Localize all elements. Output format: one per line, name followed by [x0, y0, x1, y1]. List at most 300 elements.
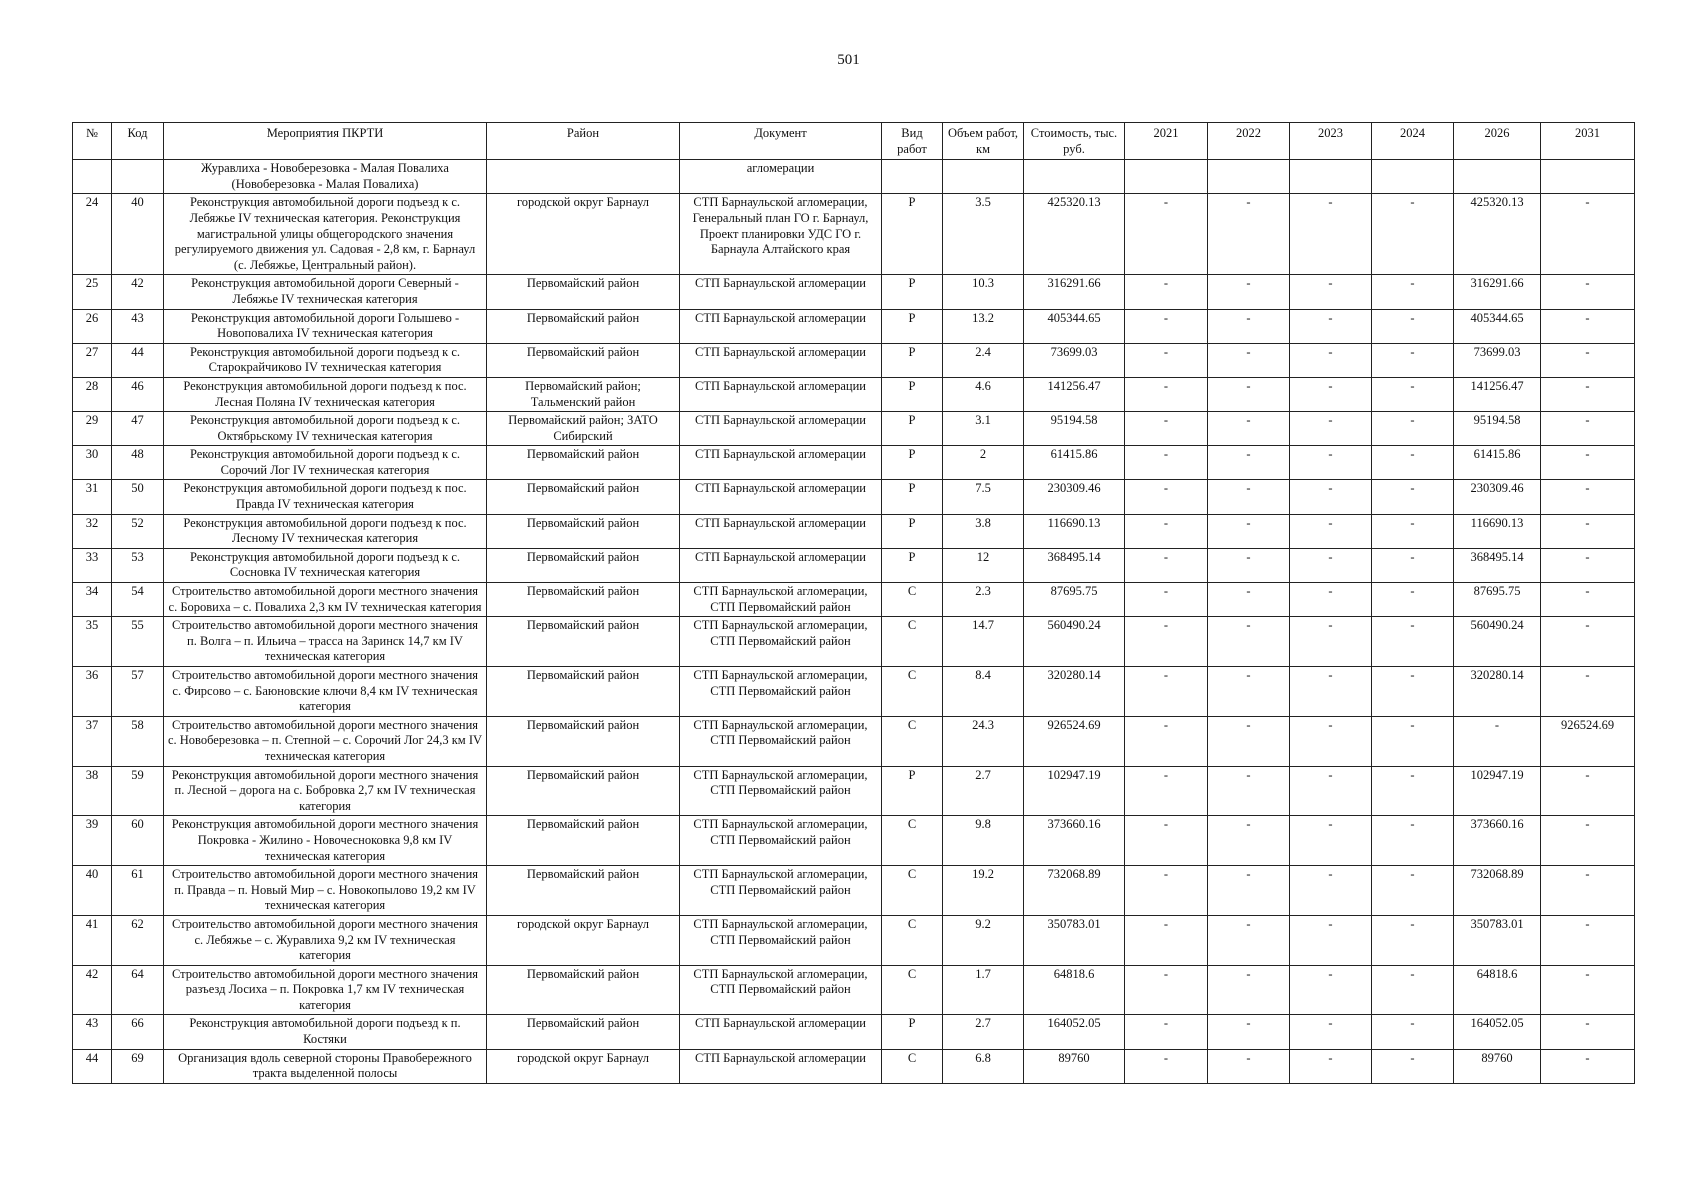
cell-year-2026: 373660.16: [1454, 816, 1541, 866]
cell-year-2021: -: [1125, 617, 1208, 667]
cell-district: городской округ Барнаул: [487, 194, 680, 275]
cell-year-2023: -: [1290, 583, 1372, 617]
cell-year-2031: -: [1541, 866, 1635, 916]
cell-number: 25: [73, 275, 112, 309]
cell-measures: Реконструкция автомобильной дороги подъезд к с. Лебяжье IV техническая категория. Реконструкция магистральной улицы общегородского значения регулируемого движения ул. Садовая - 2,8 км, г. Барнаул (с. Лебяжье, Центральный район).: [164, 194, 487, 275]
cell-number: 34: [73, 583, 112, 617]
cell-cost: [1024, 160, 1125, 194]
cell-year-2024: -: [1372, 343, 1454, 377]
cell-year-2026: 316291.66: [1454, 275, 1541, 309]
cell-number: 36: [73, 667, 112, 717]
cell-year-2023: -: [1290, 514, 1372, 548]
cell-cost: 732068.89: [1024, 866, 1125, 916]
cell-measures: Строительство автомобильной дороги местного значения разъезд Лосиха – п. Покровка 1,7 км IV техническая категория: [164, 965, 487, 1015]
cell-cost: 316291.66: [1024, 275, 1125, 309]
cell-year-2031: -: [1541, 446, 1635, 480]
cell-work-volume: 10.3: [943, 275, 1024, 309]
cell-year-2026: 87695.75: [1454, 583, 1541, 617]
cell-document: СТП Барнаульской агломерации, Генеральный план ГО г. Барнаул, Проект планировки УДС ГО г. Барнаула Алтайского края: [680, 194, 882, 275]
cell-document: СТП Барнаульской агломерации: [680, 412, 882, 446]
cell-year-2026: 560490.24: [1454, 617, 1541, 667]
cell-year-2031: -: [1541, 194, 1635, 275]
cell-code: 48: [112, 446, 164, 480]
cell-year-2031: -: [1541, 915, 1635, 965]
cell-cost: 73699.03: [1024, 343, 1125, 377]
cell-number: [73, 160, 112, 194]
cell-cost: 64818.6: [1024, 965, 1125, 1015]
cell-code: 66: [112, 1015, 164, 1049]
cell-work-type: С: [882, 716, 943, 766]
cell-work-volume: 19.2: [943, 866, 1024, 916]
cell-year-2031: -: [1541, 480, 1635, 514]
cell-work-volume: 14.7: [943, 617, 1024, 667]
cell-measures: Реконструкция автомобильной дороги Северный - Лебяжье IV техническая категория: [164, 275, 487, 309]
cell-year-2023: -: [1290, 412, 1372, 446]
cell-year-2021: -: [1125, 866, 1208, 916]
cell-cost: 350783.01: [1024, 915, 1125, 965]
cell-number: 39: [73, 816, 112, 866]
cell-year-2026: -: [1454, 716, 1541, 766]
cell-document: агломерации: [680, 160, 882, 194]
cell-cost: 102947.19: [1024, 766, 1125, 816]
cell-number: 29: [73, 412, 112, 446]
cell-year-2023: -: [1290, 446, 1372, 480]
cell-cost: 61415.86: [1024, 446, 1125, 480]
cell-year-2023: -: [1290, 1049, 1372, 1083]
table-row: [73, 766, 1635, 816]
cell-district: Первомайский район: [487, 667, 680, 717]
cell-year-2024: [1372, 160, 1454, 194]
cell-district: Первомайский район: [487, 343, 680, 377]
cell-year-2022: -: [1208, 915, 1290, 965]
cell-year-2021: -: [1125, 816, 1208, 866]
cell-year-2021: -: [1125, 1015, 1208, 1049]
header-cell-year-2023: 2023: [1290, 123, 1372, 160]
cell-year-2021: -: [1125, 412, 1208, 446]
cell-cost: 373660.16: [1024, 816, 1125, 866]
cell-district: Первомайский район: [487, 1015, 680, 1049]
cell-code: 46: [112, 377, 164, 411]
cell-year-2021: -: [1125, 309, 1208, 343]
cell-year-2022: -: [1208, 766, 1290, 816]
cell-code: 47: [112, 412, 164, 446]
cell-code: 44: [112, 343, 164, 377]
cell-document: СТП Барнаульской агломерации: [680, 275, 882, 309]
cell-year-2021: -: [1125, 1049, 1208, 1083]
header-cell-number: №: [73, 123, 112, 160]
cell-district: [487, 160, 680, 194]
cell-year-2022: -: [1208, 548, 1290, 582]
cell-year-2026: 116690.13: [1454, 514, 1541, 548]
cell-district: Первомайский район: [487, 480, 680, 514]
cell-year-2026: 425320.13: [1454, 194, 1541, 275]
table-row: [73, 667, 1635, 717]
table-row: [73, 816, 1635, 866]
cell-work-type: Р: [882, 309, 943, 343]
cell-year-2024: -: [1372, 194, 1454, 275]
cell-measures: Реконструкция автомобильной дороги Голышево - Новоповалиха IV техническая категория: [164, 309, 487, 343]
cell-year-2026: 230309.46: [1454, 480, 1541, 514]
cell-work-type: Р: [882, 194, 943, 275]
cell-code: 61: [112, 866, 164, 916]
cell-document: СТП Барнаульской агломерации: [680, 1049, 882, 1083]
cell-year-2022: -: [1208, 194, 1290, 275]
table-row: [73, 583, 1635, 617]
cell-year-2031: -: [1541, 514, 1635, 548]
cell-district: Первомайский район: [487, 866, 680, 916]
projects-table: [72, 122, 1635, 1084]
cell-year-2023: -: [1290, 915, 1372, 965]
cell-year-2021: -: [1125, 766, 1208, 816]
cell-number: 31: [73, 480, 112, 514]
cell-number: 30: [73, 446, 112, 480]
table-row: [73, 548, 1635, 582]
cell-cost: 230309.46: [1024, 480, 1125, 514]
cell-code: 53: [112, 548, 164, 582]
cell-district: Первомайский район; ЗАТО Сибирский: [487, 412, 680, 446]
table-row: [73, 866, 1635, 916]
cell-code: 43: [112, 309, 164, 343]
cell-work-type: Р: [882, 766, 943, 816]
cell-year-2031: -: [1541, 548, 1635, 582]
cell-work-volume: 13.2: [943, 309, 1024, 343]
cell-district: Первомайский район: [487, 275, 680, 309]
cell-measures: Реконструкция автомобильной дороги подъезд к с. Сосновка IV техническая категория: [164, 548, 487, 582]
header-cell-year-2031: 2031: [1541, 123, 1635, 160]
cell-document: СТП Барнаульской агломерации: [680, 514, 882, 548]
table-row: [73, 617, 1635, 667]
cell-measures: Реконструкция автомобильной дороги подъезд к пос. Лесному IV техническая категория: [164, 514, 487, 548]
cell-year-2031: -: [1541, 275, 1635, 309]
cell-year-2022: -: [1208, 816, 1290, 866]
cell-year-2022: -: [1208, 514, 1290, 548]
cell-year-2021: -: [1125, 514, 1208, 548]
cell-year-2024: -: [1372, 965, 1454, 1015]
cell-year-2026: 320280.14: [1454, 667, 1541, 717]
cell-district: Первомайский район: [487, 716, 680, 766]
table-row: [73, 965, 1635, 1015]
cell-year-2026: 89760: [1454, 1049, 1541, 1083]
cell-document: СТП Барнаульской агломерации: [680, 343, 882, 377]
cell-measures: Организация вдоль северной стороны Правобережного тракта выделенной полосы: [164, 1049, 487, 1083]
cell-year-2024: -: [1372, 514, 1454, 548]
cell-year-2023: [1290, 160, 1372, 194]
cell-year-2023: -: [1290, 377, 1372, 411]
cell-measures: Журавлиха - Новоберезовка - Малая Повалиха (Новоберезовка - Малая Повалиха): [164, 160, 487, 194]
cell-year-2023: -: [1290, 866, 1372, 916]
cell-number: 38: [73, 766, 112, 816]
table-row: [73, 275, 1635, 309]
cell-year-2022: -: [1208, 1049, 1290, 1083]
cell-year-2021: -: [1125, 548, 1208, 582]
cell-year-2022: -: [1208, 716, 1290, 766]
cell-year-2026: 141256.47: [1454, 377, 1541, 411]
cell-cost: 164052.05: [1024, 1015, 1125, 1049]
cell-year-2022: -: [1208, 446, 1290, 480]
cell-year-2022: -: [1208, 965, 1290, 1015]
table-row: [73, 412, 1635, 446]
cell-number: 42: [73, 965, 112, 1015]
cell-work-volume: 2.4: [943, 343, 1024, 377]
cell-document: СТП Барнаульской агломерации, СТП Первомайский район: [680, 583, 882, 617]
cell-year-2024: -: [1372, 716, 1454, 766]
cell-year-2022: -: [1208, 1015, 1290, 1049]
cell-work-volume: 2.7: [943, 1015, 1024, 1049]
cell-year-2022: -: [1208, 583, 1290, 617]
cell-number: 27: [73, 343, 112, 377]
header-cell-year-2021: 2021: [1125, 123, 1208, 160]
cell-year-2031: -: [1541, 309, 1635, 343]
cell-document: СТП Барнаульской агломерации: [680, 1015, 882, 1049]
cell-cost: 141256.47: [1024, 377, 1125, 411]
cell-year-2023: -: [1290, 965, 1372, 1015]
cell-year-2026: 73699.03: [1454, 343, 1541, 377]
cell-year-2026: 350783.01: [1454, 915, 1541, 965]
cell-year-2026: 405344.65: [1454, 309, 1541, 343]
table-row: [73, 716, 1635, 766]
cell-work-type: Р: [882, 1015, 943, 1049]
cell-number: 40: [73, 866, 112, 916]
cell-document: СТП Барнаульской агломерации, СТП Первомайский район: [680, 965, 882, 1015]
cell-year-2023: -: [1290, 617, 1372, 667]
cell-district: городской округ Барнаул: [487, 915, 680, 965]
cell-work-volume: 9.8: [943, 816, 1024, 866]
cell-work-type: Р: [882, 480, 943, 514]
cell-year-2024: -: [1372, 1049, 1454, 1083]
cell-work-volume: 2.3: [943, 583, 1024, 617]
cell-year-2022: -: [1208, 343, 1290, 377]
cell-code: 58: [112, 716, 164, 766]
cell-year-2023: -: [1290, 309, 1372, 343]
cell-work-volume: 8.4: [943, 667, 1024, 717]
cell-year-2031: -: [1541, 965, 1635, 1015]
cell-work-type: С: [882, 617, 943, 667]
cell-work-volume: 24.3: [943, 716, 1024, 766]
cell-cost: 425320.13: [1024, 194, 1125, 275]
header-cell-document: Документ: [680, 123, 882, 160]
cell-work-volume: 1.7: [943, 965, 1024, 1015]
cell-year-2023: -: [1290, 275, 1372, 309]
cell-year-2026: 732068.89: [1454, 866, 1541, 916]
cell-cost: 405344.65: [1024, 309, 1125, 343]
table-row: [73, 377, 1635, 411]
header-cell-district: Район: [487, 123, 680, 160]
cell-year-2031: -: [1541, 816, 1635, 866]
cell-cost: 89760: [1024, 1049, 1125, 1083]
header-cell-code: Код: [112, 123, 164, 160]
cell-year-2021: -: [1125, 716, 1208, 766]
cell-year-2022: -: [1208, 866, 1290, 916]
header-cell-cost: Стоимость, тыс. руб.: [1024, 123, 1125, 160]
cell-work-type: С: [882, 816, 943, 866]
cell-year-2022: -: [1208, 377, 1290, 411]
cell-code: 64: [112, 965, 164, 1015]
cell-cost: 95194.58: [1024, 412, 1125, 446]
cell-number: 41: [73, 915, 112, 965]
cell-number: 44: [73, 1049, 112, 1083]
header-cell-work-type: Вид работ: [882, 123, 943, 160]
header-cell-year-2024: 2024: [1372, 123, 1454, 160]
cell-year-2024: -: [1372, 377, 1454, 411]
cell-year-2031: 926524.69: [1541, 716, 1635, 766]
cell-measures: Строительство автомобильной дороги местного значения с. Боровиха – с. Повалиха 2,3 км IV техническая категория: [164, 583, 487, 617]
cell-measures: Строительство автомобильной дороги местного значения п. Правда – п. Новый Мир – с. Новокопылово 19,2 км IV техническая категория: [164, 866, 487, 916]
cell-document: СТП Барнаульской агломерации: [680, 446, 882, 480]
header-cell-work-volume: Объем работ, км: [943, 123, 1024, 160]
table-row: [73, 446, 1635, 480]
cell-work-type: С: [882, 583, 943, 617]
cell-work-volume: 9.2: [943, 915, 1024, 965]
cell-year-2021: [1125, 160, 1208, 194]
cell-work-type: С: [882, 1049, 943, 1083]
cell-year-2024: -: [1372, 275, 1454, 309]
table-row: [73, 1049, 1635, 1083]
cell-cost: 116690.13: [1024, 514, 1125, 548]
cell-district: Первомайский район: [487, 965, 680, 1015]
cell-district: Первомайский район: [487, 309, 680, 343]
cell-cost: 87695.75: [1024, 583, 1125, 617]
table-header-row: [73, 123, 1635, 160]
cell-year-2024: -: [1372, 915, 1454, 965]
cell-code: [112, 160, 164, 194]
cell-district: Первомайский район; Тальменский район: [487, 377, 680, 411]
cell-year-2024: -: [1372, 446, 1454, 480]
table-row: [73, 480, 1635, 514]
cell-year-2021: -: [1125, 446, 1208, 480]
cell-year-2023: -: [1290, 194, 1372, 275]
cell-year-2024: -: [1372, 866, 1454, 916]
cell-document: СТП Барнаульской агломерации: [680, 480, 882, 514]
cell-year-2024: -: [1372, 412, 1454, 446]
cell-measures: Строительство автомобильной дороги местного значения с. Фирсово – с. Баюновские ключи 8,4 км IV техническая категория: [164, 667, 487, 717]
cell-year-2031: -: [1541, 583, 1635, 617]
cell-district: Первомайский район: [487, 617, 680, 667]
cell-year-2022: -: [1208, 275, 1290, 309]
cell-year-2024: -: [1372, 1015, 1454, 1049]
table-body: [73, 160, 1635, 1084]
cell-document: СТП Барнаульской агломерации: [680, 548, 882, 582]
cell-number: 28: [73, 377, 112, 411]
cell-year-2021: -: [1125, 667, 1208, 717]
cell-year-2031: -: [1541, 412, 1635, 446]
cell-year-2023: -: [1290, 766, 1372, 816]
cell-district: Первомайский район: [487, 446, 680, 480]
table-row: [73, 514, 1635, 548]
cell-year-2031: -: [1541, 667, 1635, 717]
cell-year-2024: -: [1372, 816, 1454, 866]
cell-year-2026: 164052.05: [1454, 1015, 1541, 1049]
cell-measures: Реконструкция автомобильной дороги подъезд к п. Костяки: [164, 1015, 487, 1049]
cell-cost: 320280.14: [1024, 667, 1125, 717]
cell-work-volume: 6.8: [943, 1049, 1024, 1083]
cell-code: 42: [112, 275, 164, 309]
cell-measures: Строительство автомобильной дороги местного значения п. Волга – п. Ильича – трасса на Заринск 14,7 км IV техническая категория: [164, 617, 487, 667]
cell-work-type: С: [882, 667, 943, 717]
cell-year-2024: -: [1372, 583, 1454, 617]
cell-year-2023: -: [1290, 667, 1372, 717]
table-row: [73, 915, 1635, 965]
cell-document: СТП Барнаульской агломерации: [680, 377, 882, 411]
cell-year-2022: -: [1208, 480, 1290, 514]
cell-document: СТП Барнаульской агломерации, СТП Первомайский район: [680, 915, 882, 965]
cell-code: 62: [112, 915, 164, 965]
cell-year-2023: -: [1290, 816, 1372, 866]
cell-code: 54: [112, 583, 164, 617]
cell-number: 43: [73, 1015, 112, 1049]
cell-work-type: С: [882, 866, 943, 916]
cell-year-2024: -: [1372, 617, 1454, 667]
cell-year-2021: -: [1125, 343, 1208, 377]
cell-code: 60: [112, 816, 164, 866]
cell-year-2023: -: [1290, 716, 1372, 766]
cell-document: СТП Барнаульской агломерации, СТП Первомайский район: [680, 667, 882, 717]
cell-year-2031: -: [1541, 766, 1635, 816]
cell-measures: Реконструкция автомобильной дороги подъезд к с. Сорочий Лог IV техническая категория: [164, 446, 487, 480]
cell-year-2031: -: [1541, 1049, 1635, 1083]
cell-year-2023: -: [1290, 1015, 1372, 1049]
cell-measures: Реконструкция автомобильной дороги местного значения Покровка - Жилино - Новочесноковка 9,8 км IV техническая категория: [164, 816, 487, 866]
cell-code: 69: [112, 1049, 164, 1083]
cell-work-type: С: [882, 915, 943, 965]
cell-number: 24: [73, 194, 112, 275]
cell-year-2021: -: [1125, 965, 1208, 1015]
cell-cost: 368495.14: [1024, 548, 1125, 582]
cell-district: Первомайский район: [487, 766, 680, 816]
cell-code: 57: [112, 667, 164, 717]
cell-work-volume: 2.7: [943, 766, 1024, 816]
cell-work-type: Р: [882, 446, 943, 480]
header-cell-year-2022: 2022: [1208, 123, 1290, 160]
cell-document: СТП Барнаульской агломерации: [680, 309, 882, 343]
cell-year-2024: -: [1372, 667, 1454, 717]
cell-number: 37: [73, 716, 112, 766]
cell-year-2026: 61415.86: [1454, 446, 1541, 480]
cell-year-2022: -: [1208, 412, 1290, 446]
cell-document: СТП Барнаульской агломерации, СТП Первомайский район: [680, 866, 882, 916]
cell-year-2031: -: [1541, 1015, 1635, 1049]
cell-year-2026: 368495.14: [1454, 548, 1541, 582]
table-row: [73, 343, 1635, 377]
cell-district: Первомайский район: [487, 548, 680, 582]
cell-district: городской округ Барнаул: [487, 1049, 680, 1083]
cell-year-2023: -: [1290, 548, 1372, 582]
cell-year-2023: -: [1290, 343, 1372, 377]
cell-year-2024: -: [1372, 766, 1454, 816]
cell-document: СТП Барнаульской агломерации, СТП Первомайский район: [680, 716, 882, 766]
header-cell-measures: Мероприятия ПКРТИ: [164, 123, 487, 160]
cell-district: Первомайский район: [487, 816, 680, 866]
cell-year-2026: [1454, 160, 1541, 194]
cell-work-type: Р: [882, 275, 943, 309]
table-row: [73, 194, 1635, 275]
cell-code: 55: [112, 617, 164, 667]
cell-work-type: Р: [882, 412, 943, 446]
cell-year-2021: -: [1125, 377, 1208, 411]
cell-district: Первомайский район: [487, 583, 680, 617]
cell-work-volume: 3.8: [943, 514, 1024, 548]
cell-work-volume: 4.6: [943, 377, 1024, 411]
cell-work-type: Р: [882, 548, 943, 582]
cell-year-2022: -: [1208, 617, 1290, 667]
cell-year-2026: 95194.58: [1454, 412, 1541, 446]
cell-work-volume: 7.5: [943, 480, 1024, 514]
cell-cost: 926524.69: [1024, 716, 1125, 766]
cell-year-2022: -: [1208, 667, 1290, 717]
cell-year-2022: -: [1208, 309, 1290, 343]
cell-year-2021: -: [1125, 583, 1208, 617]
cell-work-volume: 3.5: [943, 194, 1024, 275]
header-cell-year-2026: 2026: [1454, 123, 1541, 160]
